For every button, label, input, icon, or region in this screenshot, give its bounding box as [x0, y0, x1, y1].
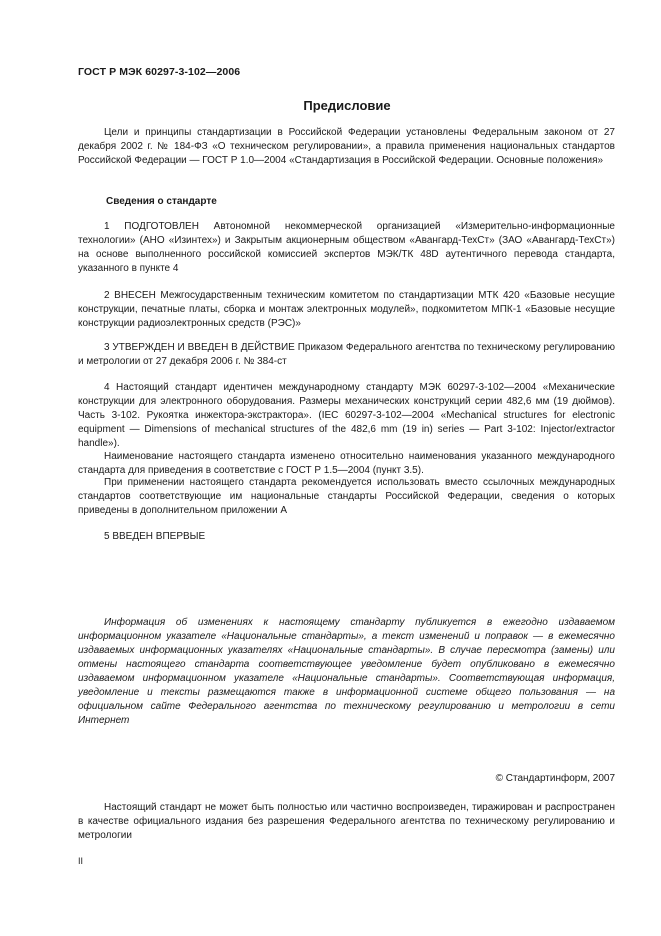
item-2-text: 2 ВНЕСЕН Межгосударственным техническим комитетом по стандартизации МТК 420 «Базовые несущие конструкции, печатные платы, сборка и монтаж электронных модулей», подкомитетом МПК-1 «Базовые несущие конструкции радиоэлектронных средств (РЭС)»	[78, 290, 615, 329]
item-5-text: 5 ВВЕДЕН ВПЕРВЫЕ	[104, 531, 206, 542]
item-4-note-2-text: При применении настоящего стандарта рекомендуется использовать вместо ссылочных международных стандартов соответствующие им национальные стандарты Российской Федерации, сведения о которых приведены в дополнительном приложении А	[78, 477, 615, 516]
item-4-note-2	[78, 476, 615, 518]
item-4-note-1	[78, 450, 615, 478]
item-4	[78, 381, 615, 451]
item-1	[78, 220, 615, 276]
section-title: Сведения о стандарте	[106, 196, 217, 207]
item-4-note-1-text: Наименование настоящего стандарта изменено относительно наименования указанного международного стандарта для приведения в соответствие с ГОСТ Р 1.5—2004 (пункт 3.5).	[78, 451, 615, 476]
page-title: Предисловие	[303, 98, 391, 113]
item-4-text: 4 Настоящий стандарт идентичен международному стандарту МЭК 60297-3-102—2004 «Механические конструкции для электронного оборудования. Размеры механических конструкций серии 482,6 мм (19 дюймов). Часть 3-102. Рукоятка инжектора-экстрактора». (IEC 60297-3-102—2004 «Mechanical structures for electronic equipment — Dimensions of mechanical structures of the 482,6 mm (19 in) series — Part 3-102: Injector/extractor handle»).	[78, 382, 615, 449]
intro-paragraph	[78, 126, 615, 168]
copyright: © Стандартинформ, 2007	[495, 773, 615, 784]
page-number: II	[78, 856, 84, 866]
item-2	[78, 289, 615, 331]
rights-paragraph	[78, 801, 615, 843]
item-3	[78, 341, 615, 369]
item-3-text: 3 УТВЕРЖДЕН И ВВЕДЕН В ДЕЙСТВИЕ Приказом Федерального агентства по техническому регулированию и метрологии от 27 декабря 2006 г. № 384-ст	[78, 342, 615, 367]
item-5	[78, 530, 615, 544]
intro-text: Цели и принципы стандартизации в Российской Федерации установлены Федеральным законом от 27 декабря 2002 г. № 184-ФЗ «О техническом регулировании», а правила применения национальных стандартов Российской Федерации — ГОСТ Р 1.0—2004 «Стандартизация в Российской Федерации. Основные положения»	[78, 127, 615, 166]
notice-text: Информация об изменениях к настоящему стандарту публикуется в ежегодно издаваемом информационном указателе «Национальные стандарты», а текст изменений и поправок — в ежемесячно издаваемых информационных указателях «Национальные стандарты». В случае пересмотра (замены) или отмены настоящего стандарта соответствующее уведомление будет опубликовано в ежемесячно издаваемом информационном указателе «Национальные стандарты». Соответствующая информация, уведомление и тексты размещаются также в информационной системе общего пользования — на официальном сайте Федерального агентства по техническому регулированию и метрологии в сети Интернет	[78, 617, 615, 726]
rights-text: Настоящий стандарт не может быть полностью или частично воспроизведен, тиражирован и распространен в качестве официального издания без разрешения Федерального агентства по техническому регулированию и метрологии	[78, 802, 615, 841]
document-header: ГОСТ Р МЭК 60297-3-102—2006	[78, 66, 241, 78]
item-1-text: 1 ПОДГОТОВЛЕН Автономной некоммерческой организацией «Измерительно-информационные технологии» (АНО «Изинтех») и Закрытым акционерным обществом «Авангард-ТехСт» (ЗАО «Авангард-ТехСт») на основе выполненного российской комиссией экспертов МЭК/ТК 48D аутентичного перевода стандарта, указанного в пункте 4	[78, 221, 615, 274]
notice-paragraph	[78, 616, 615, 728]
